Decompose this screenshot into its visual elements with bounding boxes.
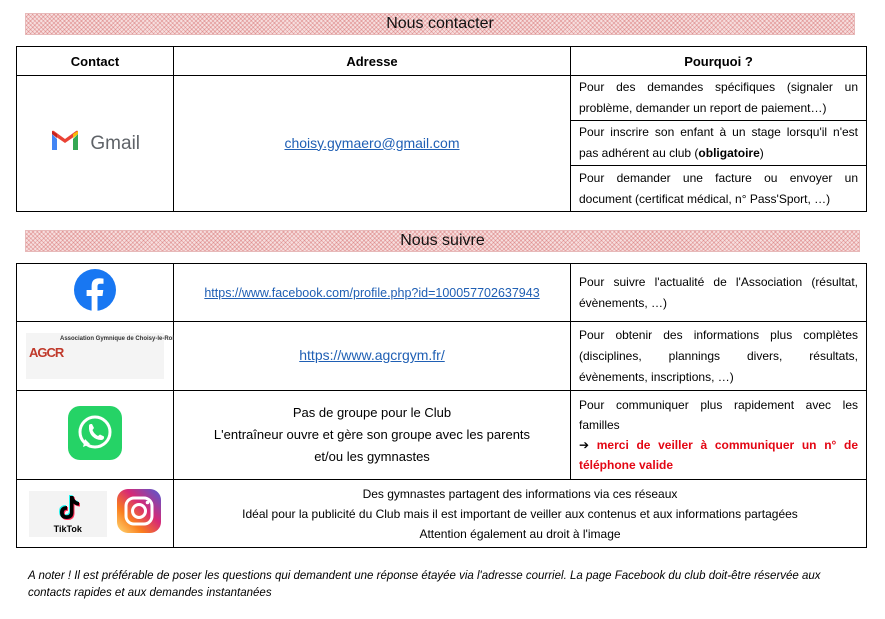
whatsapp-line-3: et/ou les gymnastes [314,449,430,464]
website-url-cell [174,322,571,391]
facebook-link[interactable]: https://www.facebook.com/profile.php?id=100057702637943 [204,285,540,300]
agcr-logo-name: Association Gymnique de Choisy-le-Roi [60,336,175,342]
social-icons-cell [17,480,174,548]
reason-specific-requests: Pour des demandes spécifiques (signaler un problème, demander un report de paiement…) [571,76,867,121]
tiktok-icon [29,491,107,537]
gmail-cell [17,76,174,212]
whatsapp-line-1: Pas de groupe pour le Club [292,405,452,420]
whatsapp-row [17,391,867,480]
agcr-logo-letters: AGCR [29,345,64,360]
whatsapp-line-2: L'entraîneur ouvre et gère son groupe avec les parents [213,427,531,442]
reason-invoice: Pour demander une facture ou envoyer un document (certificat médical, n° Pass'Sport, …) [571,166,867,212]
email-link[interactable]: choisy.gymaero@gmail.com [284,134,460,151]
facebook-row [17,264,867,322]
website-link[interactable]: https://www.agcrgym.fr/ [299,347,445,363]
footer-note: A noter ! Il est préférable de poser les questions qui demandent une réponse étayée via l'adresse courriel. La page Facebook du club doit-être réservée aux contacts rapides et aux demandes instantanées [28,570,821,599]
whatsapp-warning: merci de veiller à communiquer un n° de téléphone valide [579,438,858,472]
facebook-reason: Pour suivre l'actualité de l'Association (résultat, évènements, …) [571,264,867,322]
reason-stage-inscription [571,121,867,166]
reason-stage-text: Pour inscrire son enfant à un stage lorsqu'il n'est pas adhérent au club ( [579,125,858,160]
social-line-3: Attention également au droit à l'image [419,526,621,541]
reason-stage-bold: obligatoire [698,146,760,160]
reason-stage-end: ) [759,146,764,160]
social-line-1: Des gymnastes partagent des informations via ces réseaux [362,486,678,501]
email-cell [174,76,571,212]
instagram-icon [117,489,161,538]
social-info-cell [174,480,867,548]
tiktok-label: TikTok [53,523,82,534]
website-row [17,322,867,391]
contact-table [16,46,867,212]
facebook-cell [17,264,174,322]
whatsapp-info-cell [174,391,571,480]
whatsapp-reason [571,391,867,480]
section-title-follow: Nous suivre [25,230,860,252]
agcr-logo [26,333,175,379]
facebook-url-cell [174,264,571,322]
follow-table [16,263,867,548]
section-title-contact: Nous contacter [25,13,855,35]
arrow-icon: ➔ [579,438,590,452]
facebook-icon [73,268,117,317]
whatsapp-cell [17,391,174,480]
gmail-icon [50,130,80,157]
social-row [17,480,867,548]
social-line-2: Idéal pour la publicité du Club mais il est important de veiller aux contenus et aux informations partagées [242,506,798,521]
header-contact: Contact [17,47,174,76]
agcr-logo-cell [17,322,174,391]
header-adresse: Adresse [174,47,571,76]
website-reason: Pour obtenir des informations plus complètes (disciplines, plannings divers, résultats, évènements, inscriptions, …) [571,322,867,391]
whatsapp-icon [68,406,122,465]
gmail-label: Gmail [90,132,141,154]
table-header-row [17,47,867,76]
whatsapp-reason-text: Pour communiquer plus rapidement avec les familles [579,398,858,432]
header-pourquoi: Pourquoi ? [571,47,867,76]
